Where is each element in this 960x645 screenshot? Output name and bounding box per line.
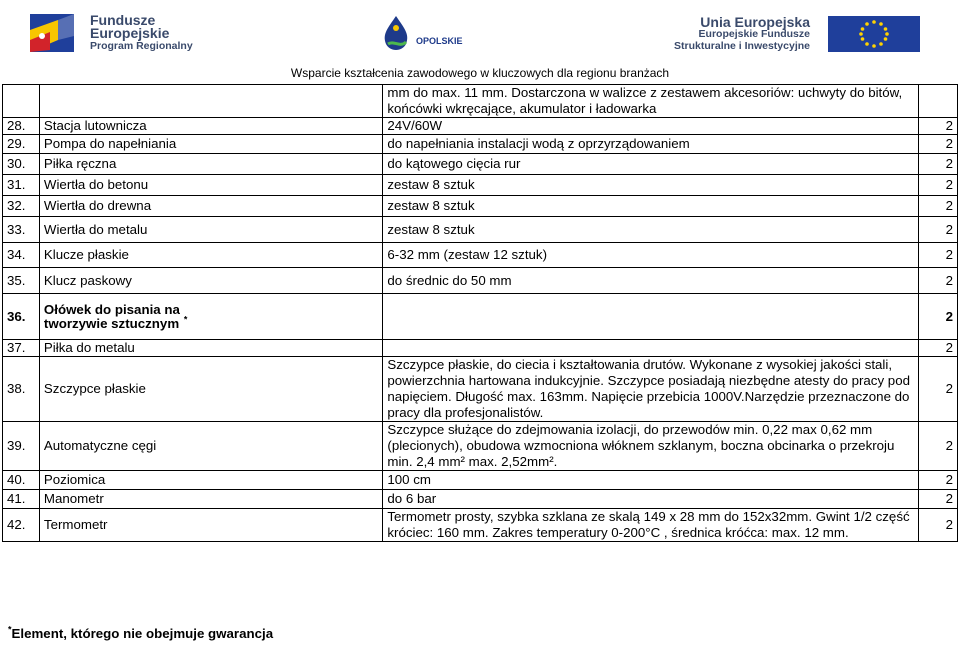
item-quantity: 2 — [919, 154, 958, 175]
item-quantity: 2 — [919, 471, 958, 490]
item-description: do kątowego cięcia rur — [383, 154, 919, 175]
item-name: Wiertła do drewna — [39, 196, 382, 217]
item-name: Stacja lutownicza — [39, 118, 382, 135]
fe-logo-line2: Europejskie — [90, 25, 170, 41]
item-name — [39, 294, 382, 340]
item-name: Wiertła do metalu — [39, 217, 382, 243]
item-description — [383, 294, 919, 340]
item-name: Klucze płaskie — [39, 243, 382, 268]
item-description: Szczypce służące do zdejmowania izolacji, do przewodów min. 0,22 max 0,62 mm (plecionych), obudowa wzmocniona włóknem szklanym, boczna obcinarka o przekroju min. 2,4 mm² max. 2,52mm². — [383, 422, 919, 471]
table-row — [3, 154, 958, 175]
table-row — [3, 196, 958, 217]
item-quantity: 2 — [919, 135, 958, 154]
item-quantity: 2 — [919, 509, 958, 542]
table-row — [3, 175, 958, 196]
row-number: 42. — [3, 509, 40, 542]
warranty-footnote — [8, 626, 273, 641]
item-name-text: Ołówek do pisania na tworzywie sztucznym — [43, 301, 180, 331]
row-number: 29. — [3, 135, 40, 154]
table-row — [3, 509, 958, 542]
table-row — [3, 243, 958, 268]
item-name: Poziomica — [39, 471, 382, 490]
opolskie-logo — [376, 14, 488, 58]
row-number: 40. — [3, 471, 40, 490]
ue-logo-line1: Unia Europejska — [700, 14, 810, 30]
table-row — [3, 490, 958, 509]
eu-flag-icon — [828, 16, 920, 52]
equipment-table — [2, 84, 958, 542]
row-number — [3, 85, 40, 118]
item-quantity: 2 — [919, 357, 958, 422]
project-subtitle: Wsparcie kształcenia zawodowego w kluczowych dla regionu branżach — [290, 66, 670, 80]
item-name: Automatyczne cęgi — [39, 422, 382, 471]
item-name: Manometr — [39, 490, 382, 509]
item-description: 6-32 mm (zestaw 12 sztuk) — [383, 243, 919, 268]
item-quantity: 2 — [919, 175, 958, 196]
footnote-text: Element, którego nie obejmuje gwarancja — [11, 626, 274, 641]
fe-emblem-icon — [28, 10, 78, 56]
row-number: 28. — [3, 118, 40, 135]
item-name: Piłka do metalu — [39, 340, 382, 357]
fundusze-europejskie-logo — [28, 10, 228, 58]
item-description — [383, 340, 919, 357]
item-quantity: 2 — [919, 490, 958, 509]
table-row — [3, 268, 958, 294]
item-description: Termometr prosty, szybka szklana ze skalą 149 x 28 mm do 152x32mm. Gwint 1/2 część króciec: 160 mm. Zakres temperatury 0-200°C , średnica króćca: max. 12 mm. — [383, 509, 919, 542]
footnote-mark: * — [8, 624, 12, 635]
table-row — [3, 118, 958, 135]
table-row — [3, 294, 958, 340]
item-name — [39, 85, 382, 118]
item-name: Klucz paskowy — [39, 268, 382, 294]
item-description: 100 cm — [383, 471, 919, 490]
row-number: 35. — [3, 268, 40, 294]
row-number: 32. — [3, 196, 40, 217]
item-quantity: 2 — [919, 243, 958, 268]
ue-logo-line3: Strukturalne i Inwestycyjne — [674, 40, 810, 52]
item-description: do 6 bar — [383, 490, 919, 509]
item-description: 24V/60W — [383, 118, 919, 135]
table-row — [3, 340, 958, 357]
item-description: do napełniania instalacji wodą z oprzyrządowaniem — [383, 135, 919, 154]
row-number: 33. — [3, 217, 40, 243]
item-description: zestaw 8 sztuk — [383, 196, 919, 217]
row-number: 41. — [3, 490, 40, 509]
table-row — [3, 135, 958, 154]
item-description: do średnic do 50 mm — [383, 268, 919, 294]
item-description: zestaw 8 sztuk — [383, 175, 919, 196]
item-quantity: 2 — [919, 422, 958, 471]
item-description: zestaw 8 sztuk — [383, 217, 919, 243]
table-row — [3, 357, 958, 422]
fe-logo-line3: Program Regionalny — [90, 40, 193, 52]
item-quantity: 2 — [919, 294, 958, 340]
opolskie-logo-text: OPOLSKIE — [416, 36, 463, 46]
item-description: mm do max. 11 mm. Dostarczona w walizce z zestawem akcesoriów: uchwyty do bitów, końcówki wkręcające, akumulator i ładowarka — [383, 85, 919, 118]
page-header — [0, 0, 960, 84]
table-row — [3, 422, 958, 471]
row-number: 37. — [3, 340, 40, 357]
item-quantity: 2 — [919, 217, 958, 243]
item-name: Pompa do napełniania — [39, 135, 382, 154]
table-row — [3, 471, 958, 490]
item-name: Szczypce płaskie — [39, 357, 382, 422]
row-number: 38. — [3, 357, 40, 422]
item-quantity — [919, 85, 958, 118]
row-number: 39. — [3, 422, 40, 471]
warranty-footnote-mark: * — [183, 314, 188, 325]
opolskie-emblem-icon — [376, 14, 416, 54]
item-name: Piłka ręczna — [39, 154, 382, 175]
row-number: 30. — [3, 154, 40, 175]
item-quantity: 2 — [919, 118, 958, 135]
item-quantity: 2 — [919, 340, 958, 357]
row-number: 31. — [3, 175, 40, 196]
row-number: 34. — [3, 243, 40, 268]
item-quantity: 2 — [919, 268, 958, 294]
ue-logo-line2: Europejskie Fundusze — [698, 28, 810, 40]
table-row — [3, 217, 958, 243]
fe-logo-line1: Fundusze — [90, 12, 156, 28]
row-number: 36. — [3, 294, 40, 340]
item-description: Szczypce płaskie, do ciecia i kształtowania drutów. Wykonane z wysokiej jakości stali, powierzchnia hartowana indukcyjnie. Szczypce posiadają niezbędne atesty do pracy pod napięciem. Długość max. 163mm. Napięcie przebicia 1000V.Narzędzie przeznaczone do pracy dla profesjonalistów. — [383, 357, 919, 422]
table-row — [3, 85, 958, 118]
item-name: Wiertła do betonu — [39, 175, 382, 196]
item-name: Termometr — [39, 509, 382, 542]
item-quantity: 2 — [919, 196, 958, 217]
unia-europejska-logo — [632, 14, 924, 58]
